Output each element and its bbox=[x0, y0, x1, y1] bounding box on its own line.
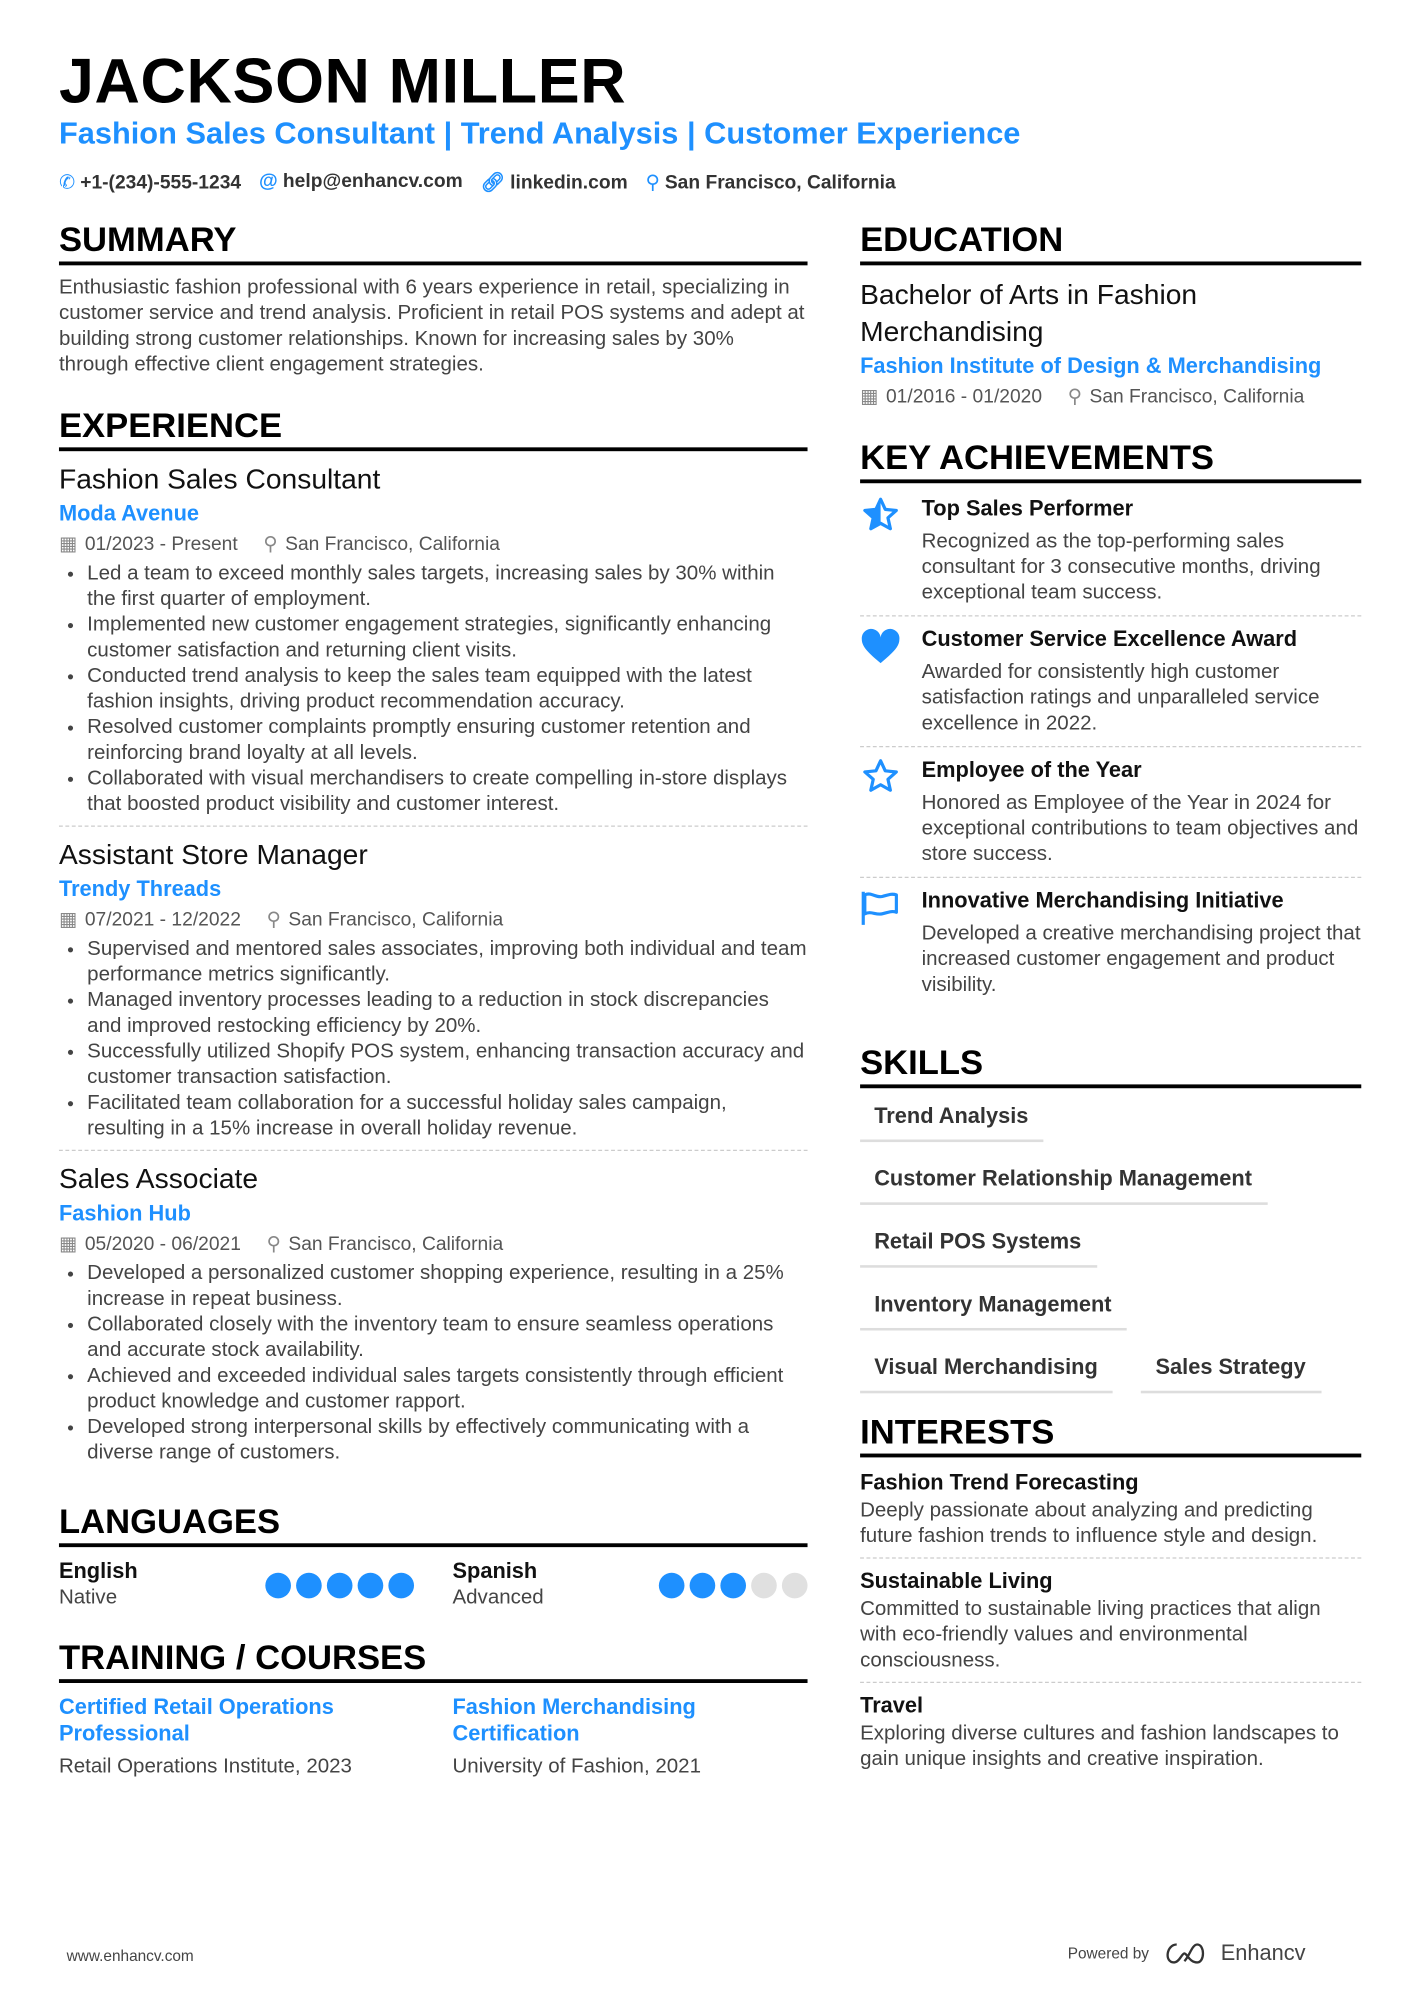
section-heading: INTERESTS bbox=[860, 1413, 1361, 1458]
achievement-title: Top Sales Performer bbox=[921, 496, 1134, 521]
interests-section bbox=[860, 1413, 1361, 1789]
location-pin-icon: ⚲ bbox=[263, 533, 278, 556]
skill-tag: Sales Strategy bbox=[1141, 1350, 1321, 1394]
job-location-text: San Francisco, California bbox=[288, 1233, 504, 1255]
course-title: Fashion Merchandising Certification bbox=[452, 1694, 696, 1746]
job-entry bbox=[59, 461, 808, 826]
section-heading: LANGUAGES bbox=[59, 1502, 808, 1547]
achievement-text: Developed a creative merchandising project that increased customer engagement and product visibility. bbox=[921, 922, 1361, 996]
skills-section bbox=[860, 1043, 1361, 1393]
job-meta bbox=[59, 531, 808, 559]
calendar-icon: ▦ bbox=[58, 908, 78, 931]
education-section bbox=[860, 220, 1361, 411]
company-name: Trendy Threads bbox=[58, 876, 222, 902]
rating-dot bbox=[296, 1573, 322, 1599]
bullet-item: • Conducted trend analysis to keep the sales team equipped with the latest fashion insights, driving product recommendation accuracy. bbox=[87, 664, 807, 715]
company-name: Moda Avenue bbox=[58, 501, 200, 526]
language-name: English bbox=[58, 1558, 138, 1584]
language-level: Advanced bbox=[452, 1586, 544, 1609]
course-provider: Retail Operations Institute, 2023 bbox=[58, 1756, 352, 1778]
school: Fashion Institute of Design & Merchandising bbox=[860, 353, 1322, 379]
achievement-item bbox=[860, 617, 1361, 748]
interest-item bbox=[860, 1691, 1361, 1781]
achievement-body bbox=[922, 624, 1362, 737]
contact-email[interactable]: @ help@enhancv.com bbox=[259, 170, 463, 193]
achievement-text: Awarded for consistently high customer satisfaction ratings and unparalleled service excellence in 2022. bbox=[921, 661, 1320, 735]
rating-dot bbox=[782, 1573, 808, 1599]
rating-dot bbox=[358, 1573, 384, 1599]
bullet-item: • Supervised and mentored sales associates, improving both individual and team performance metrics significantly. bbox=[87, 937, 807, 988]
interest-item bbox=[860, 1468, 1361, 1559]
achievement-title: Innovative Merchandising Initiative bbox=[921, 888, 1284, 913]
interest-text: Committed to sustainable living practices that align with eco-friendly values and environmental consciousness. bbox=[860, 1598, 1321, 1672]
location-pin-icon: ⚲ bbox=[266, 1233, 281, 1255]
achievement-title: Customer Service Excellence Award bbox=[921, 626, 1298, 652]
language-item bbox=[59, 1557, 414, 1611]
enhancv-logo-icon bbox=[1162, 1941, 1208, 1967]
job-dates-text: 01/2023 - Present bbox=[84, 533, 238, 556]
languages-section bbox=[59, 1502, 808, 1611]
bullet-item: • Achieved and exceeded individual sales targets consistently through efficient product knowledge and customer rapport. bbox=[87, 1364, 807, 1415]
bullet-item: • Led a team to exceed monthly sales targets, increasing sales by 30% within the first quarter of employment. bbox=[87, 561, 807, 612]
job-bullets bbox=[59, 561, 808, 817]
course-item bbox=[59, 1693, 414, 1780]
job-location bbox=[263, 531, 500, 559]
interest-title: Fashion Trend Forecasting bbox=[860, 1470, 1139, 1495]
achievement-body bbox=[922, 493, 1362, 606]
experience-section bbox=[59, 406, 808, 1484]
star-half-icon bbox=[860, 493, 901, 606]
section-heading: EXPERIENCE bbox=[59, 406, 808, 451]
summary-text: Enthusiastic fashion professional with 6 years experience in retail, specializing in customer service and trend analysis. Proficient in retail POS systems and adept at building strong customer relationships. Known for increasing sales by 30% through effective client engagement strategies. bbox=[58, 276, 805, 376]
job-dates bbox=[59, 531, 238, 559]
course-item bbox=[452, 1693, 807, 1780]
job-entry bbox=[59, 837, 808, 1151]
location-pin-icon: ⚲ bbox=[1067, 385, 1082, 408]
bullet-item: • Successfully utilized Shopify POS system, enhancing transaction accuracy and customer transaction satisfaction. bbox=[87, 1040, 807, 1091]
language-rating bbox=[659, 1557, 808, 1611]
achievement-item bbox=[860, 486, 1361, 617]
language-text bbox=[59, 1557, 138, 1611]
bullet-item: • Collaborated with visual merchandisers to create compelling in-store displays that boosted product visibility and customer interest. bbox=[87, 767, 807, 818]
language-level: Native bbox=[58, 1586, 118, 1609]
rating-dot bbox=[265, 1573, 291, 1599]
bullet-item: • Facilitated team collaboration for a successful holiday sales campaign, resulting in a 15% increase in overall holiday revenue. bbox=[87, 1091, 807, 1142]
bullet-item: • Implemented new customer engagement strategies, significantly enhancing customer satisfaction and returning client visits. bbox=[87, 613, 807, 664]
job-location bbox=[267, 906, 504, 934]
job-title: Assistant Store Manager bbox=[58, 838, 368, 871]
job-location-text: San Francisco, California bbox=[288, 908, 504, 931]
course-provider: University of Fashion, 2021 bbox=[452, 1756, 701, 1778]
language-rating bbox=[265, 1557, 414, 1611]
degree: Bachelor of Arts in Fashion Merchandising bbox=[860, 278, 1198, 348]
location-pin-icon: ⚲ bbox=[645, 171, 660, 194]
job-location-text: San Francisco, California bbox=[285, 533, 500, 556]
skill-tag: Visual Merchandising bbox=[860, 1350, 1113, 1394]
job-dates-text: 07/2021 - 12/2022 bbox=[84, 908, 241, 931]
contact-location: ⚲ San Francisco, California bbox=[645, 171, 896, 194]
training-section bbox=[59, 1638, 808, 1780]
rating-dot bbox=[327, 1573, 353, 1599]
achievement-item bbox=[860, 747, 1361, 878]
summary-section bbox=[59, 220, 808, 378]
rating-dot bbox=[720, 1573, 746, 1599]
interest-text: Deeply passionate about analyzing and predicting future fashion trends to influence style and design. bbox=[860, 1499, 1318, 1548]
phone-icon: ✆ bbox=[58, 171, 76, 194]
interest-text: Exploring diverse cultures and fashion landscapes to gain unique insights and creative inspiration. bbox=[860, 1722, 1339, 1771]
bullet-item: • Developed a personalized customer shopping experience, resulting in a 25% increase in repeat business. bbox=[87, 1261, 807, 1312]
education-meta: ▦ 01/2016 - 01/2020 ⚲ San Francisco, California bbox=[860, 385, 1305, 408]
link-icon: 🔗︎ bbox=[480, 171, 506, 194]
language-text bbox=[452, 1557, 543, 1611]
section-heading: TRAINING / COURSES bbox=[59, 1638, 808, 1683]
skill-tag: Retail POS Systems bbox=[860, 1224, 1097, 1268]
language-item bbox=[452, 1557, 807, 1611]
candidate-headline: Fashion Sales Consultant | Trend Analysis | Customer Experience bbox=[58, 116, 1021, 152]
calendar-icon: ▦ bbox=[58, 1233, 78, 1255]
rating-dot bbox=[659, 1573, 685, 1599]
calendar-icon: ▦ bbox=[58, 533, 78, 556]
rating-dot bbox=[388, 1573, 414, 1599]
section-heading: SKILLS bbox=[860, 1043, 1361, 1088]
rating-dot bbox=[690, 1573, 716, 1599]
job-dates-text: 05/2020 - 06/2021 bbox=[84, 1233, 241, 1255]
star-outline-icon bbox=[860, 755, 901, 868]
section-heading: KEY ACHIEVEMENTS bbox=[860, 438, 1361, 483]
location-pin-icon: ⚲ bbox=[266, 908, 281, 931]
skill-tag: Trend Analysis bbox=[860, 1099, 1044, 1143]
job-dates bbox=[59, 1231, 241, 1259]
interest-title: Sustainable Living bbox=[860, 1568, 1053, 1594]
job-location bbox=[267, 1231, 504, 1259]
job-title: Fashion Sales Consultant bbox=[58, 462, 381, 495]
bullet-item: • Developed strong interpersonal skills by effectively communicating with a diverse range of customers. bbox=[87, 1415, 807, 1466]
contact-link[interactable]: 🔗︎ linkedin.com bbox=[480, 171, 628, 194]
achievement-body bbox=[922, 886, 1362, 999]
bullet-item: • Resolved customer complaints promptly ensuring customer retention and reinforcing brand loyalty at all levels. bbox=[87, 715, 807, 766]
achievement-body bbox=[922, 755, 1362, 868]
job-meta bbox=[59, 1231, 808, 1259]
job-bullets bbox=[59, 937, 808, 1142]
job-entry bbox=[59, 1161, 808, 1474]
achievements-section bbox=[860, 438, 1361, 1007]
course-title: Certified Retail Operations Professional bbox=[58, 1694, 334, 1746]
interest-item bbox=[860, 1566, 1361, 1683]
bullet-item: • Managed inventory processes leading to a reduction in stock discrepancies and improved restocking efficiency by 20%. bbox=[87, 988, 807, 1039]
skill-tag: Customer Relationship Management bbox=[860, 1161, 1267, 1205]
rating-dot bbox=[751, 1573, 777, 1599]
section-heading: SUMMARY bbox=[59, 220, 808, 265]
achievement-text: Honored as Employee of the Year in 2024 for exceptional contributions to team objectives and store success. bbox=[921, 792, 1359, 866]
heart-icon bbox=[860, 624, 901, 737]
section-heading: EDUCATION bbox=[860, 220, 1361, 265]
calendar-icon: ▦ bbox=[860, 385, 879, 408]
footer-branding: Powered by Enhancv bbox=[1067, 1940, 1306, 1965]
footer-website[interactable]: www.enhancv.com bbox=[66, 1947, 194, 1965]
interest-title: Travel bbox=[860, 1693, 924, 1718]
flag-icon bbox=[860, 886, 901, 999]
language-name: Spanish bbox=[452, 1558, 538, 1584]
candidate-name: JACKSON MILLER bbox=[58, 47, 627, 117]
achievement-text: Recognized as the top-performing sales consultant for 3 consecutive months, driving exceptional team success. bbox=[921, 530, 1321, 604]
job-title: Sales Associate bbox=[58, 1162, 259, 1195]
job-meta bbox=[59, 906, 808, 934]
job-dates bbox=[59, 906, 241, 934]
achievement-title: Employee of the Year bbox=[921, 757, 1142, 782]
job-bullets bbox=[59, 1261, 808, 1466]
contact-phone: ✆ +1-(234)-555-1234 bbox=[58, 171, 242, 194]
skill-tag: Inventory Management bbox=[860, 1287, 1127, 1331]
company-name: Fashion Hub bbox=[58, 1201, 191, 1226]
achievement-item bbox=[860, 878, 1361, 1007]
contact-bar bbox=[59, 170, 896, 193]
at-icon: @ bbox=[259, 170, 278, 193]
bullet-item: • Collaborated closely with the inventory team to ensure seamless operations and accurate stock availability. bbox=[87, 1313, 807, 1364]
